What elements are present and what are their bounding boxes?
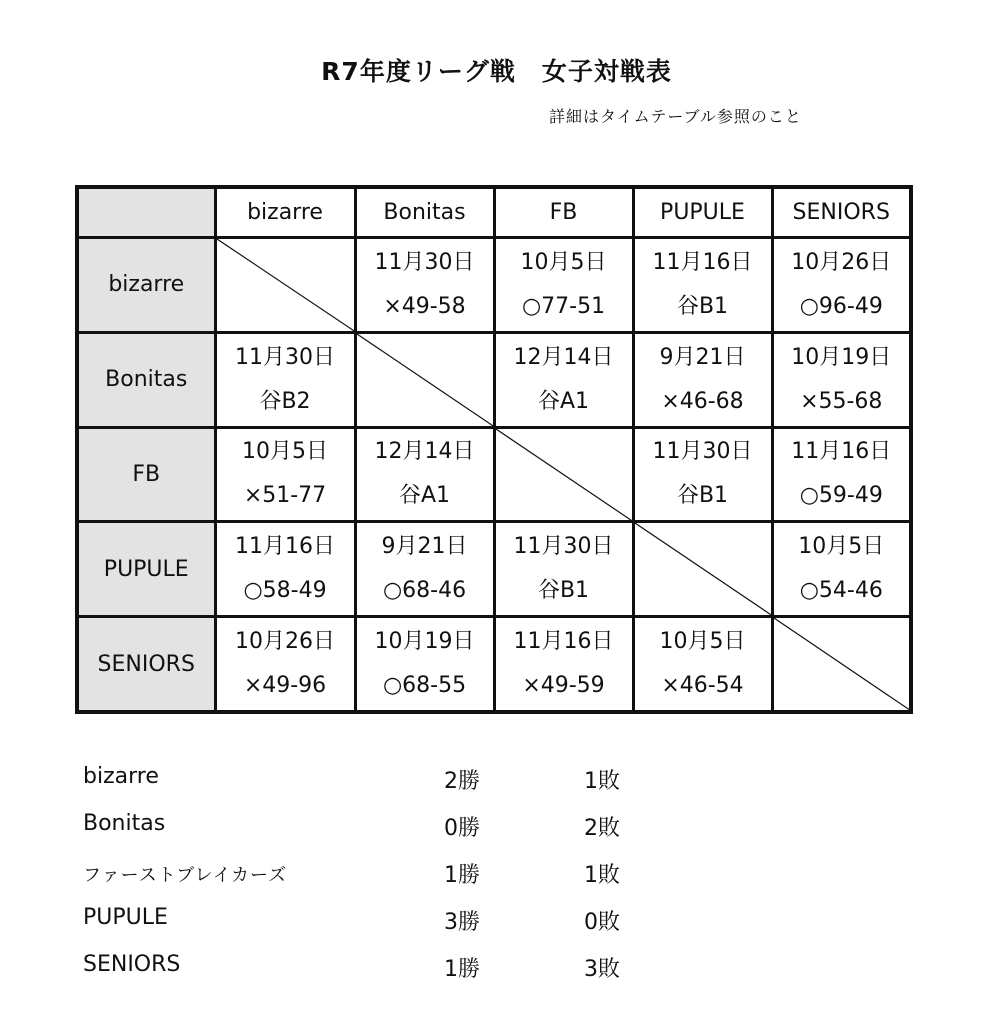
match-result: ○68-55 <box>382 673 467 699</box>
column-header: SENIORS <box>772 187 911 238</box>
match-date: 10月19日 <box>374 629 475 655</box>
match-cell <box>355 522 494 617</box>
match-cell <box>215 522 355 617</box>
league-matrix-table <box>75 185 913 714</box>
standing-losses: 2敗 <box>584 816 620 841</box>
match-cell <box>772 238 911 333</box>
standing-team-name: ファーストブレイカーズ <box>83 865 288 886</box>
match-result: ○68-46 <box>382 578 467 604</box>
page-subtitle: 詳細はタイムテーブル参照のこと <box>549 107 802 126</box>
match-date: 11月16日 <box>235 534 335 560</box>
match-date: 11月30日 <box>652 439 753 465</box>
match-result: ×49-58 <box>383 293 466 319</box>
self-match-cell <box>772 617 911 712</box>
standing-wins: 0勝 <box>444 816 480 841</box>
standing-row <box>83 948 683 995</box>
standing-row <box>83 901 683 948</box>
row-header: SENIORS <box>77 617 215 712</box>
match-date: 11月16日 <box>791 439 892 465</box>
standing-row <box>83 854 683 901</box>
match-cell <box>633 238 772 333</box>
self-match-cell <box>355 332 494 427</box>
self-match-cell <box>215 238 355 333</box>
match-date: 12月14日 <box>374 439 475 465</box>
matrix-row <box>77 617 911 712</box>
match-result: ×46-68 <box>661 388 744 414</box>
standing-team-name: Bonitas <box>83 811 166 836</box>
match-cell <box>494 617 633 712</box>
standing-wins: 1勝 <box>444 863 480 888</box>
diagonal-slash <box>357 334 493 426</box>
standing-row <box>83 760 683 807</box>
match-result: ×55-68 <box>800 388 883 414</box>
match-date: 10月5日 <box>242 439 328 465</box>
column-header: FB <box>494 187 633 238</box>
match-cell <box>633 617 772 712</box>
column-header: PUPULE <box>633 187 772 238</box>
match-result: ○59-49 <box>799 483 883 509</box>
standings-summary <box>83 760 683 995</box>
match-date: 10月5日 <box>659 629 746 655</box>
match-date: 11月16日 <box>513 629 614 655</box>
matrix-row <box>77 238 911 333</box>
standing-wins: 1勝 <box>444 957 480 982</box>
match-cell <box>215 427 355 522</box>
column-header: bizarre <box>215 187 355 238</box>
match-date: 9月21日 <box>659 344 746 370</box>
row-header: PUPULE <box>77 522 215 617</box>
matrix-row <box>77 522 911 617</box>
match-date: 11月30日 <box>513 534 614 560</box>
match-cell <box>494 522 633 617</box>
match-date: 9月21日 <box>381 534 468 560</box>
match-cell <box>633 332 772 427</box>
match-cell <box>772 522 911 617</box>
match-result: ×51-77 <box>243 483 327 509</box>
standing-wins: 2勝 <box>444 769 480 794</box>
match-date: 12月14日 <box>513 344 614 370</box>
standing-team-name: SENIORS <box>83 952 181 977</box>
match-date: 10月5日 <box>520 249 607 275</box>
match-cell <box>633 427 772 522</box>
diagonal-slash <box>635 523 771 615</box>
column-header: Bonitas <box>355 187 494 238</box>
standing-team-name: PUPULE <box>83 905 168 930</box>
match-date: 10月26日 <box>791 249 892 275</box>
match-result: 谷B1 <box>676 483 729 509</box>
match-date: 11月30日 <box>374 249 475 275</box>
match-result: 谷B2 <box>259 388 311 414</box>
match-cell <box>215 617 355 712</box>
match-date: 10月19日 <box>791 344 892 370</box>
match-cell <box>355 238 494 333</box>
self-match-cell <box>494 427 633 522</box>
match-cell <box>494 238 633 333</box>
match-cell <box>772 332 911 427</box>
standing-losses: 1敗 <box>584 769 620 794</box>
matrix-row <box>77 427 911 522</box>
match-result: ×49-96 <box>243 673 327 699</box>
match-result: ○96-49 <box>799 293 883 319</box>
match-date: 11月30日 <box>235 344 335 370</box>
match-result: ×49-59 <box>522 673 605 699</box>
match-result: 谷A1 <box>537 388 590 414</box>
standing-losses: 0敗 <box>584 910 620 935</box>
match-result: ○54-46 <box>799 578 883 604</box>
standing-row <box>83 807 683 854</box>
self-match-cell <box>633 522 772 617</box>
match-result: ×46-54 <box>661 673 744 699</box>
matrix-corner-cell <box>77 187 215 238</box>
match-date: 10月26日 <box>235 629 335 655</box>
match-result: ○77-51 <box>521 293 606 319</box>
match-date: 10月5日 <box>798 534 885 560</box>
match-cell <box>355 427 494 522</box>
match-result: ○58-49 <box>243 578 327 604</box>
row-header: FB <box>77 427 215 522</box>
match-result: 谷B1 <box>537 578 590 604</box>
match-cell <box>772 427 911 522</box>
match-cell <box>494 332 633 427</box>
standing-losses: 1敗 <box>584 863 620 888</box>
match-cell <box>215 332 355 427</box>
matrix-header-row <box>77 187 911 238</box>
page-title: R7年度リーグ戦 女子対戦表 <box>321 57 672 86</box>
diagonal-slash <box>496 429 632 521</box>
match-date: 11月16日 <box>652 249 753 275</box>
matrix-row <box>77 332 911 427</box>
match-result: 谷A1 <box>398 483 451 509</box>
match-cell <box>355 617 494 712</box>
diagonal-slash <box>774 618 910 710</box>
standing-team-name: bizarre <box>83 764 159 789</box>
match-result: 谷B1 <box>676 293 729 319</box>
standing-wins: 3勝 <box>444 910 480 935</box>
row-header: bizarre <box>77 238 215 333</box>
diagonal-slash <box>217 239 354 331</box>
standing-losses: 3敗 <box>584 957 620 982</box>
row-header: Bonitas <box>77 332 215 427</box>
